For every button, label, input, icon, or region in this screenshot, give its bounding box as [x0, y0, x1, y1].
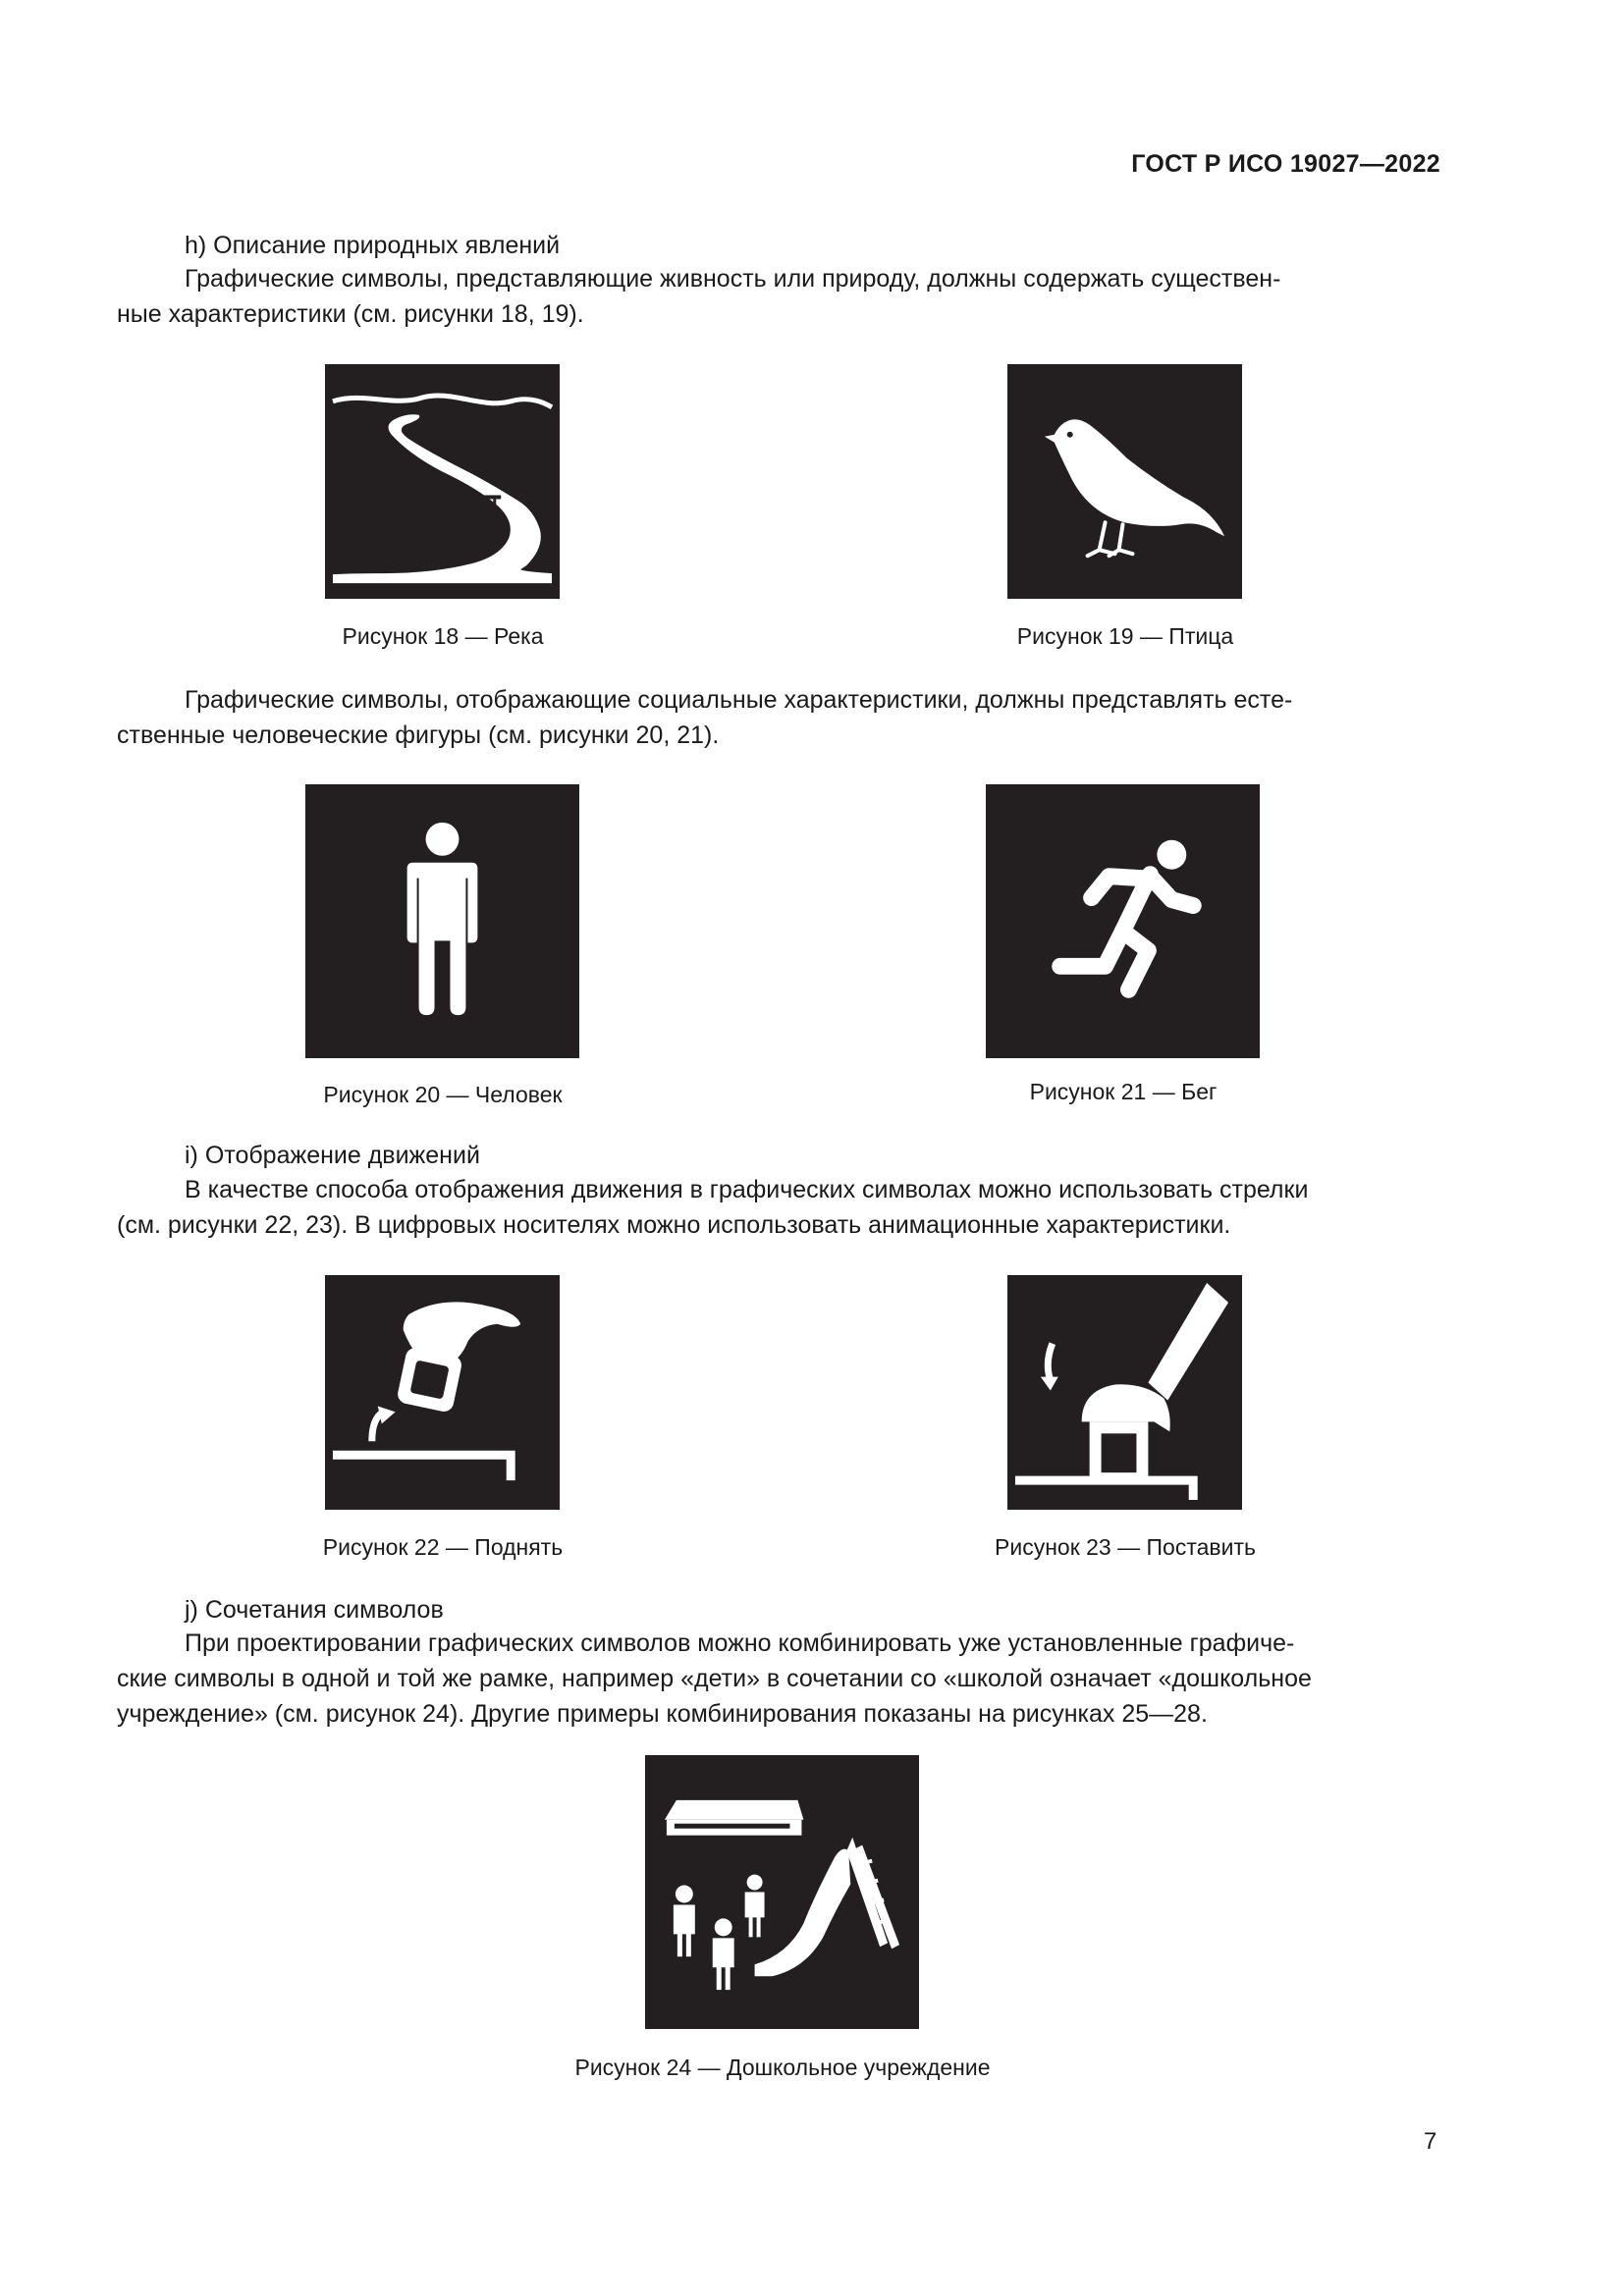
river-icon [325, 364, 560, 599]
section-i-paragraph [117, 1172, 1438, 1243]
bird-icon [1007, 364, 1242, 599]
person-icon [305, 784, 579, 1058]
figure-18-caption: Рисунок 18 — Река [342, 623, 544, 649]
paragraph-line: Графические символы, представляющие живность или природу, должны содержать существен- [185, 265, 1281, 293]
paragraph-line: ные характеристики (см. рисунки 18, 19). [117, 300, 584, 328]
figure-22-caption: Рисунок 22 — Поднять [322, 1534, 564, 1560]
lift-icon [325, 1275, 560, 1510]
paragraph-line: При проектировании графических символов можно комбинировать уже установленные графиче- [185, 1629, 1295, 1657]
section-j-paragraph [117, 1626, 1438, 1732]
document-id-header: ГОСТ Р ИСО 19027—2022 [1131, 150, 1440, 178]
section-h-heading: h) Описание природных явлений [185, 232, 561, 259]
figure-19-caption: Рисунок 19 — Птица [1016, 623, 1234, 649]
page-number: 7 [1424, 2128, 1437, 2155]
figure-23-caption: Рисунок 23 — Поставить [995, 1534, 1256, 1560]
running-person-icon [986, 784, 1260, 1058]
put-down-icon [1007, 1275, 1242, 1510]
social-paragraph [117, 682, 1438, 753]
preschool-icon [645, 1755, 919, 2029]
paragraph-line: В качестве способа отображения движения в графических символах можно использовать стрелки [185, 1176, 1309, 1203]
paragraph-line: (см. рисунки 22, 23). В цифровых носителях можно использовать анимационные характеристики. [117, 1211, 1231, 1239]
figure-20-caption: Рисунок 20 — Человек [323, 1082, 563, 1107]
paragraph-line: Графические символы, отображающие социальные характеристики, должны представлять есте- [185, 686, 1293, 714]
paragraph-line: учреждение» (см. рисунок 24). Другие примеры комбинирования показаны на рисунках 25—28. [117, 1700, 1208, 1728]
figure-21-caption: Рисунок 21 — Бег [1029, 1079, 1218, 1104]
figure-24-caption: Рисунок 24 — Дошкольное учреждение [574, 2055, 991, 2080]
section-h-paragraph [117, 261, 1438, 332]
paragraph-line: ские символы в одной и той же рамке, например «дети» в сочетании со «школой означает «дошкольное [117, 1665, 1312, 1692]
section-j-heading: j) Сочетания символов [185, 1596, 444, 1624]
section-i-heading: i) Отображение движений [185, 1142, 480, 1169]
paragraph-line: ственные человеческие фигуры (см. рисунки 20, 21). [117, 721, 720, 749]
